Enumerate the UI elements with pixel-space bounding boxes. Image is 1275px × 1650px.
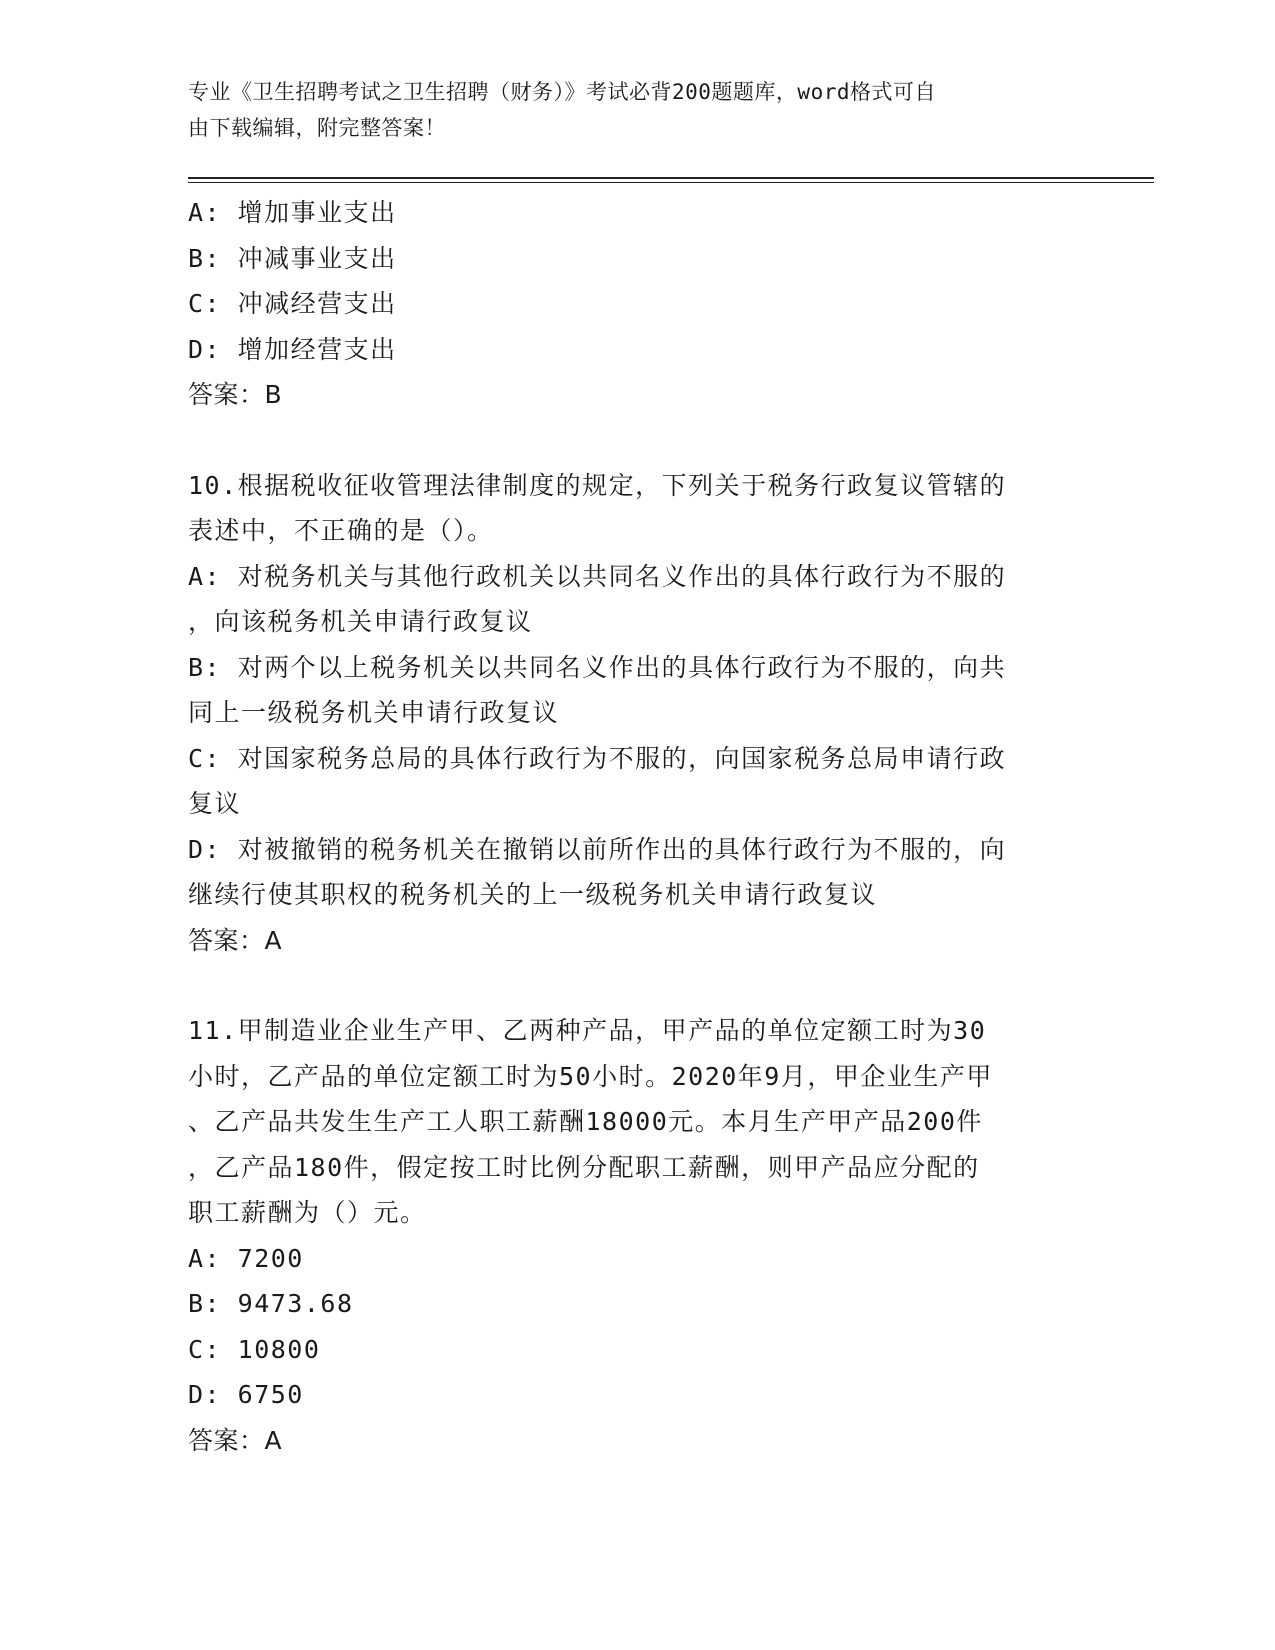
q11-option-c: C: 10800 (188, 1334, 321, 1364)
q11-stem-line-5: 职工薪酬为（）元。 (188, 1198, 427, 1227)
document-header (188, 74, 1068, 146)
q11-stem-line-4: ，乙产品180件，假定按工时比例分配职工薪酬，则甲产品应分配的 (188, 1152, 980, 1182)
q11-option-d: D: 6750 (188, 1380, 304, 1409)
q11-option-a: A: 7200 (188, 1243, 304, 1273)
q10-answer: 答案：A (188, 925, 283, 955)
q9-answer: 答案：B (188, 380, 283, 409)
q10-option-b-line-2: 同上一级税务机关申请行政复议 (188, 698, 560, 727)
q10-stem-line-1: 10.根据税收征收管理法律制度的规定，下列关于税务行政复议管辖的 (188, 470, 1007, 500)
question-10-block (188, 463, 1088, 964)
q10-stem-line-2: 表述中，不正确的是（）。 (188, 516, 494, 545)
q9-option-c: C: 冲减经营支出 (188, 289, 397, 318)
q11-stem-line-1: 11.甲制造业企业生产甲、乙两种产品，甲产品的单位定额工时为30 (188, 1016, 987, 1045)
q10-option-a-line-2: ，向该税务机关申请行政复议 (188, 607, 533, 636)
q11-stem-line-3: 、乙产品共发生生产工人职工薪酬18000元。本月生产甲产品200件 (188, 1107, 983, 1136)
header-line-2: 由下载编辑，附完整答案！ (188, 116, 446, 140)
q10-option-d-line-1: D: 对被撤销的税务机关在撤销以前所作出的具体行政行为不服的，向 (188, 834, 1007, 864)
q9-option-d: D: 增加经营支出 (188, 334, 397, 364)
q11-answer: 答案：A (188, 1425, 283, 1455)
q10-option-d-line-2: 继续行使其职权的税务机关的上一级税务机关申请行政复议 (188, 880, 878, 909)
q10-option-c-line-2: 复议 (188, 789, 242, 818)
q9-option-a: A: 增加事业支出 (188, 198, 397, 227)
q11-stem-line-2: 小时，乙产品的单位定额工时为50小时。2020年9月，甲企业生产甲 (188, 1061, 993, 1091)
header-line-1: 专业《卫生招聘考试之卫生招聘（财务）》考试必背200题题库，word格式可自 (188, 80, 936, 104)
q10-option-c-line-1: C: 对国家税务总局的具体行政行为不服的，向国家税务总局申请行政 (188, 743, 1007, 773)
question-11-block (188, 1008, 1088, 1463)
q10-option-b-line-1: B: 对两个以上税务机关以共同名义作出的具体行政行为不服的，向共 (188, 652, 1007, 682)
q11-option-b: B: 9473.68 (188, 1289, 354, 1318)
header-divider-thick (188, 177, 1154, 179)
q10-option-a-line-1: A: 对税务机关与其他行政机关以共同名义作出的具体行政行为不服的 (188, 561, 1007, 591)
question-9-block (188, 190, 1088, 418)
q9-option-b: B: 冲减事业支出 (188, 243, 397, 273)
header-divider-thin (188, 182, 1154, 183)
document-body (188, 190, 1088, 1463)
